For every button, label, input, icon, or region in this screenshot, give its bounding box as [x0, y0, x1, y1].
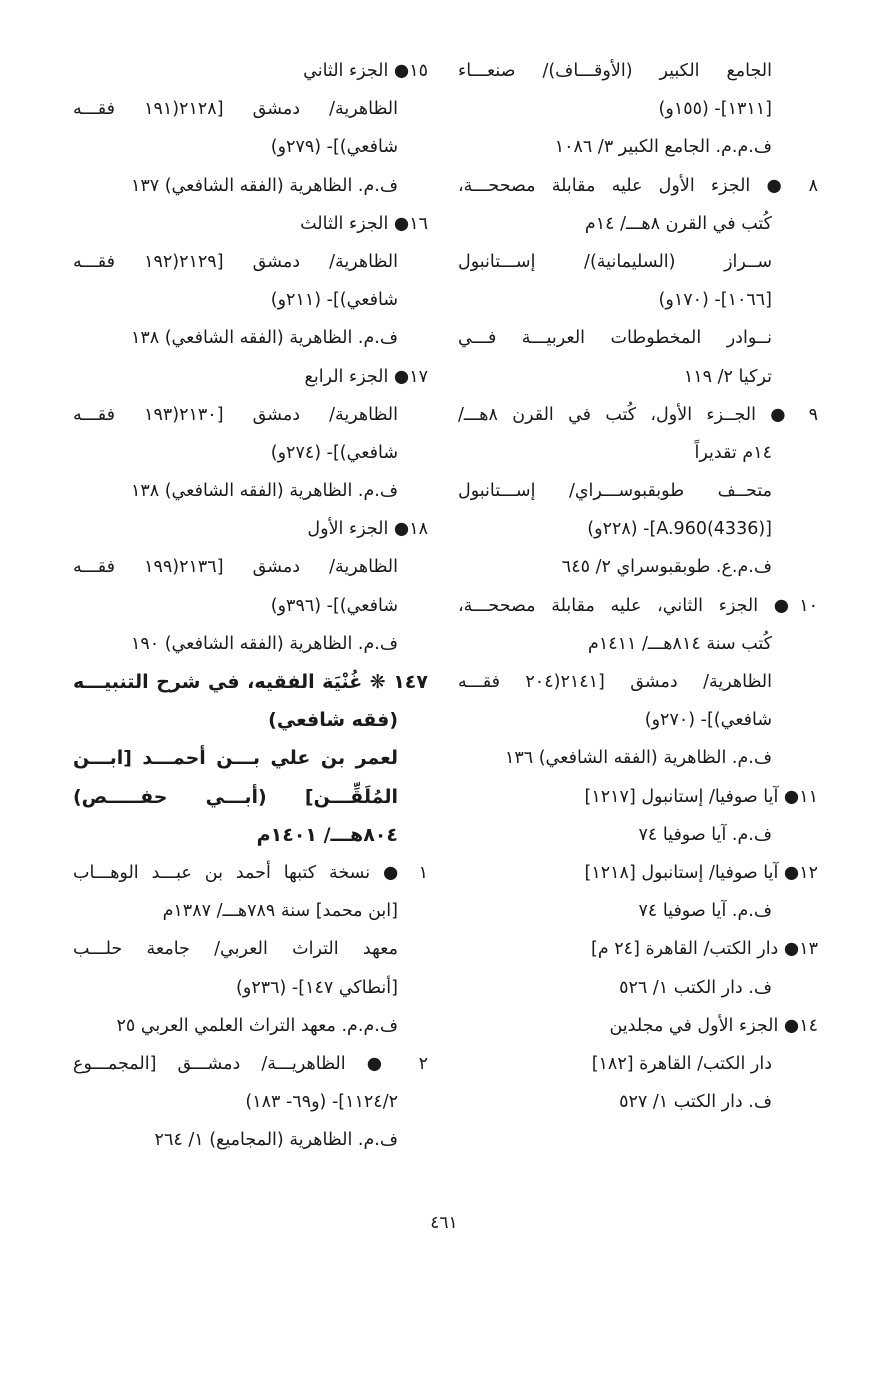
- text-line: ســراز (السليمانية)/ إســـتانبول: [458, 251, 772, 272]
- text-line: ف. دار الكتب ١/ ٥٢٦: [619, 977, 772, 998]
- text-line: [١٠٦٦]- (١٧٠و): [658, 290, 772, 311]
- text-line: ف.م. آيا صوفيا ٧٤: [638, 824, 772, 845]
- text-line: ٢ ● الظاهريـــة/ دمشـــق [المجمـــوع: [73, 1053, 428, 1074]
- text-line: الظاهرية/ دمشق [٢١٢٨(١٩١ فقـــه: [73, 99, 399, 120]
- text-line: ١١● آيا صوفيا/ إستانبول [١٢١٧]: [584, 786, 818, 807]
- text-line: ١٨● الجزء الأول: [307, 519, 428, 540]
- text-line: ف.م. الظاهرية (الفقه الشافعي) ١٣٦: [504, 748, 772, 769]
- text-line: ١٠● الجزء الثاني، عليه مقابلة مصححـــة،: [458, 595, 818, 616]
- text-line: الظاهرية/ دمشق [٢١٤١(٢٠٤ فقـــه: [458, 672, 772, 692]
- text-line: ف. دار الكتب ١/ ٥٢٧: [619, 1092, 772, 1113]
- text-line: شافعي)]- (٢٧٠و): [644, 710, 772, 731]
- text-line: شافعي)]- (٢٧٩و): [270, 137, 398, 158]
- text-line: ١٣● دار الكتب/ القاهرة [٢٤ م]: [591, 939, 818, 960]
- text-line: الظاهرية/ دمشق [٢١٣٦(١٩٩ فقـــه: [73, 557, 399, 578]
- text-line: [أنطاكي ١٤٧]- (٢٣٦و): [236, 977, 398, 998]
- text-line: ١٧● الجزء الرابع: [304, 366, 428, 387]
- text-line: ١١٢٤/٢]- (و٦٩- ١٨٣): [245, 1092, 398, 1113]
- text-line: لعمر بن علي بـــن أحمـــد [ابـــن: [73, 747, 398, 770]
- text-line: ١٢● آيا صوفيا/ إستانبول [١٢١٨]: [584, 862, 818, 883]
- text-line: ١٤٧ ❋ غُنْيَة الفقيه، في شرح التنبيـــه: [73, 671, 428, 693]
- text-line: نــوادر المخطوطات العربيـــة فـــي: [458, 328, 772, 349]
- text-line: ٩ ● الجــزء الأول، كُتب في القرن ٨هـــ/: [458, 404, 818, 425]
- text-line: ف.م.م. معهد التراث العلمي العربي ٢٥: [116, 1015, 398, 1036]
- text-line: متحــف طوبقبوســـراي/ إســـتانبول: [458, 481, 772, 502]
- text-line: معهد التراث العربي/ جامعة حلـــب: [73, 939, 398, 960]
- text-line: ف.م. الظاهرية (الفقه الشافعي) ١٣٨: [130, 328, 398, 349]
- text-line: ف.م. آيا صوفيا ٧٤: [638, 901, 772, 922]
- text-line: المُلَقِّـــن] (أبـــي حفـــــص): [73, 785, 398, 808]
- text-line: الجامع الكبير (الأوقـــاف)/ صنعـــاء: [458, 61, 772, 81]
- text-line: ف.م. الظاهرية (الفقه الشافعي) ١٣٧: [130, 175, 398, 196]
- text-line: ١ ● نسخة كتبها أحمد بن عبـــد الوهـــاب: [73, 862, 428, 883]
- text-line: ١٥● الجزء الثاني: [303, 61, 428, 81]
- text-line: ف.م. الظاهرية (الفقه الشافعي) ١٣٨: [130, 481, 398, 502]
- text-line: تركيا ٢/ ١١٩: [683, 366, 772, 387]
- text-line: الظاهرية/ دمشق [٢١٣٠(١٩٣ فقـــه: [73, 404, 399, 425]
- text-line: دار الكتب/ القاهرة [١٨٢]: [591, 1053, 772, 1074]
- text-line: ف.م.ع. طوبقبوسراي ٢/ ٦٤٥: [561, 557, 772, 578]
- text-line: شافعي)]- (٣٩٦و): [270, 595, 398, 616]
- text-line: كُتب سنة ٨١٤هـــ/ ١٤١١م: [588, 633, 772, 654]
- text-line: ف.م.م. الجامع الكبير ٣/ ١٠٨٦: [554, 137, 772, 158]
- text-line: (فقه شافعي): [268, 709, 398, 732]
- text-line: [١٣١١]- (١٥٥و): [658, 99, 772, 120]
- text-line: ٨ ● الجزء الأول عليه مقابلة مصححـــة،: [458, 175, 818, 196]
- text-line: ٨٠٤هـــ/ ١٤٠١م: [256, 823, 398, 846]
- text-line: ١٦● الجزء الثالث: [300, 213, 428, 234]
- text-line: ١٤م تقديراً: [694, 442, 772, 463]
- text-line: شافعي)]- (٢٧٤و): [270, 442, 398, 463]
- page-number: ٤٦١: [430, 1213, 458, 1233]
- text-line: ف.م. الظاهرية (الفقه الشافعي) ١٩٠: [130, 633, 398, 654]
- text-line: ١٤● الجزء الأول في مجلدين: [609, 1015, 818, 1036]
- text-line: كُتب في القرن ٨هـــ/ ١٤م: [584, 213, 772, 234]
- text-line: ف.م. الظاهرية (المجاميع) ١/ ٢٦٤: [154, 1130, 398, 1151]
- right-column: [458, 52, 818, 1121]
- left-column: [73, 52, 428, 1159]
- text-line: [(4336)A.960]- (٢٢٨و): [587, 519, 772, 540]
- text-line: الظاهرية/ دمشق [٢١٢٩(١٩٢ فقـــه: [73, 251, 399, 272]
- text-line: [ابن محمد] سنة ٧٨٩هـــ/ ١٣٨٧م: [162, 901, 398, 922]
- text-line: شافعي)]- (٢١١و): [270, 290, 398, 311]
